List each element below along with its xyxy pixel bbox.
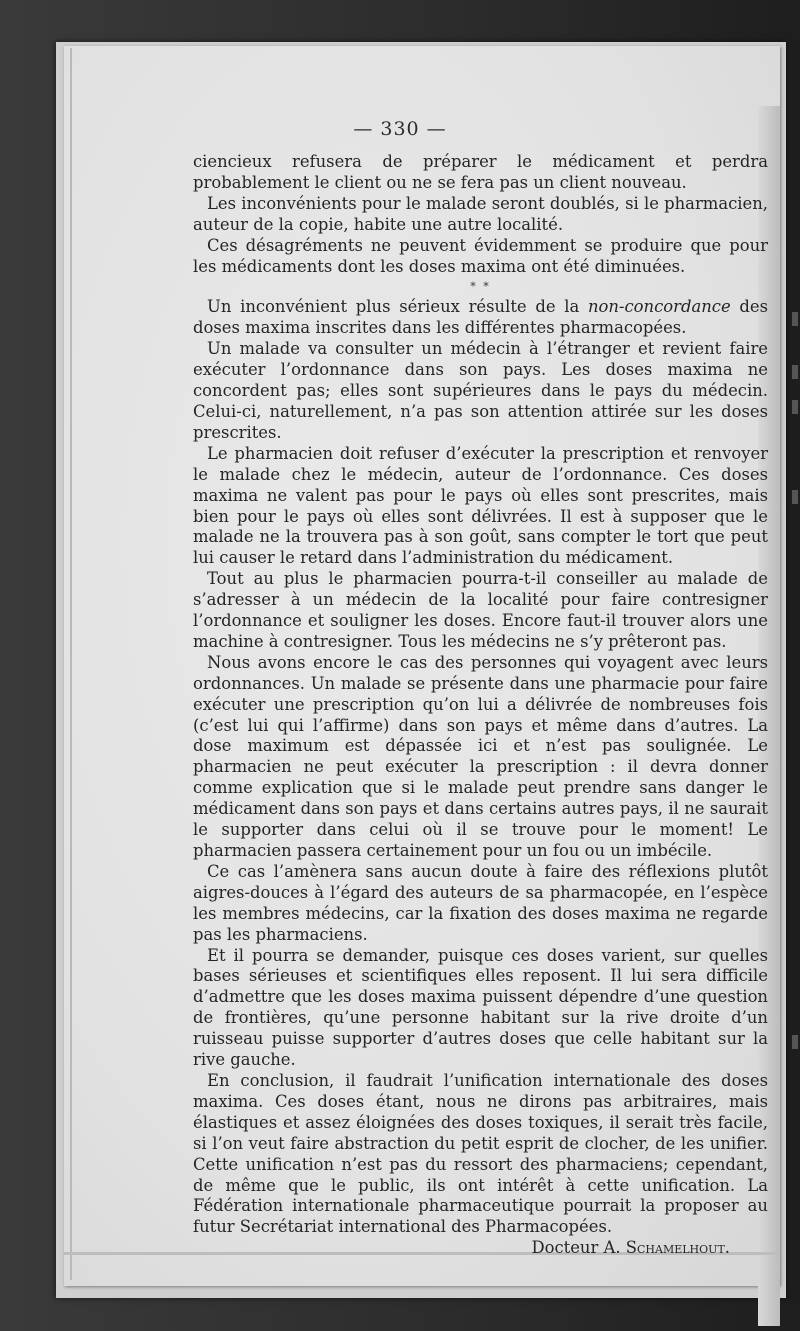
paragraph: Et il pourra se demander, puisque ces doses varient, sur quelles bases sérieuses et scientifiques elles reposent. Il lui sera difficile d’admettre que les doses maxima puissent dépendre d’une question de frontières, qu’une personne habitant sur la rive droite d’un ruisseau puisse supporter d’autres doses que celle habitant sur la rive gauche. bbox=[193, 945, 768, 1070]
paragraph: Un malade va consulter un médecin à l’étranger et revient faire exécuter l’ordonnance dans son pays. Les doses maxima ne concordent pas; elles sont supérieures dans le pays du médecin. Celui-ci, naturellement, n’a pas son attention attirée sur les doses prescrites. bbox=[193, 339, 768, 442]
paragraph: Le pharmacien doit refuser d’exécuter la prescription et renvoyer le malade chez le médecin, auteur de l’ordonnance. Ces doses maxima ne valent pas pour le pays où elles sont prescrites, mais bien pour le pays où elles sont délivrées. Il est à supposer que le malade ne la trouvera pas à son goût, sans compter le tort que peut lui causer le retard dans l’administration du médicament. bbox=[193, 443, 768, 568]
binding-line bbox=[70, 48, 72, 1280]
signature-name: Schamelhout. bbox=[625, 1238, 730, 1258]
page-number: — 330 — bbox=[353, 118, 447, 140]
paragraph-text: des doses maxima inscrites dans les différentes pharmacopées. bbox=[193, 297, 768, 338]
paragraph: En conclusion, il faudrait l’unification internationale des doses maxima. Ces doses étant, nous ne dirons pas arbitraires, mais élastiques et assez éloignées des doses toxiques, il serait très facile, si l’on veut faire abstraction du petit esprit de clocher, de les unifier. Cette unification n’est pas du ressort des pharmaciens; cependant, de même que le public, ils ont intérêt à cette unification. La Fédération internationale pharmaceutique pourrait la proposer au futur Secrétariat international des Pharmacopées. bbox=[193, 1070, 768, 1237]
paragraph: ciencieux refusera de préparer le médicament et perdra probablement le client ou ne se fera pas un client nouveau. bbox=[193, 152, 768, 192]
paragraph: Les inconvénients pour le malade seront doublés, si le pharmacien, auteur de la copie, habite une autre localité. bbox=[193, 193, 768, 234]
section-ornament: * * bbox=[470, 280, 491, 294]
margin-mark bbox=[792, 1035, 798, 1049]
signature-title: Docteur A. bbox=[531, 1238, 626, 1258]
body-text bbox=[193, 152, 768, 1259]
emphasized-term: non-concordance bbox=[587, 297, 731, 317]
signature bbox=[193, 1238, 768, 1259]
margin-mark bbox=[792, 400, 798, 414]
margin-mark bbox=[792, 312, 798, 326]
margin-mark bbox=[792, 365, 798, 379]
paragraph: Tout au plus le pharmacien pourra-t-il conseiller au malade de s’adresser à un médecin de la localité pour faire contresigner l’ordonnance et souligner les doses. Encore faut-il trouver alors une machine à contresigner. Tous les médecins ne s’y prêteront pas. bbox=[193, 569, 768, 651]
margin-mark bbox=[792, 490, 798, 504]
paragraph: Nous avons encore le cas des personnes qui voyagent avec leurs ordonnances. Un malade se présente dans une pharmacie pour faire exécuter une prescription qu’on lui a délivrée de nombreuses fois (c’est lui qui l’affirme) dans son pays et même dans d’autres. La dose maximum est dépassée ici et n’est pas soulignée. Le pharmacien ne peut exécuter la prescription : il devra donner comme explication que si le malade peut prendre sans danger le médicament dans son pays et dans certains autres pays, il ne saurait le supporter dans celui où il se trouve pour le moment! Le pharmacien passera certainement pour un fou ou un imbécile. bbox=[193, 652, 768, 860]
paragraph: Ces désagréments ne peuvent évidemment se produire que pour les médicaments dont les doses maxima ont été diminuées. bbox=[193, 235, 768, 276]
paragraph: Ce cas l’amènera sans aucun doute à faire des réflexions plutôt aigres-douces à l’égard des auteurs de sa pharmacopée, en l’espèce les membres médecins, car la fixation des doses maxima ne regarde pas les pharmaciens. bbox=[193, 861, 768, 944]
paragraph-text: Un inconvénient plus sérieux résulte de la bbox=[207, 297, 588, 317]
paragraph bbox=[193, 297, 768, 339]
